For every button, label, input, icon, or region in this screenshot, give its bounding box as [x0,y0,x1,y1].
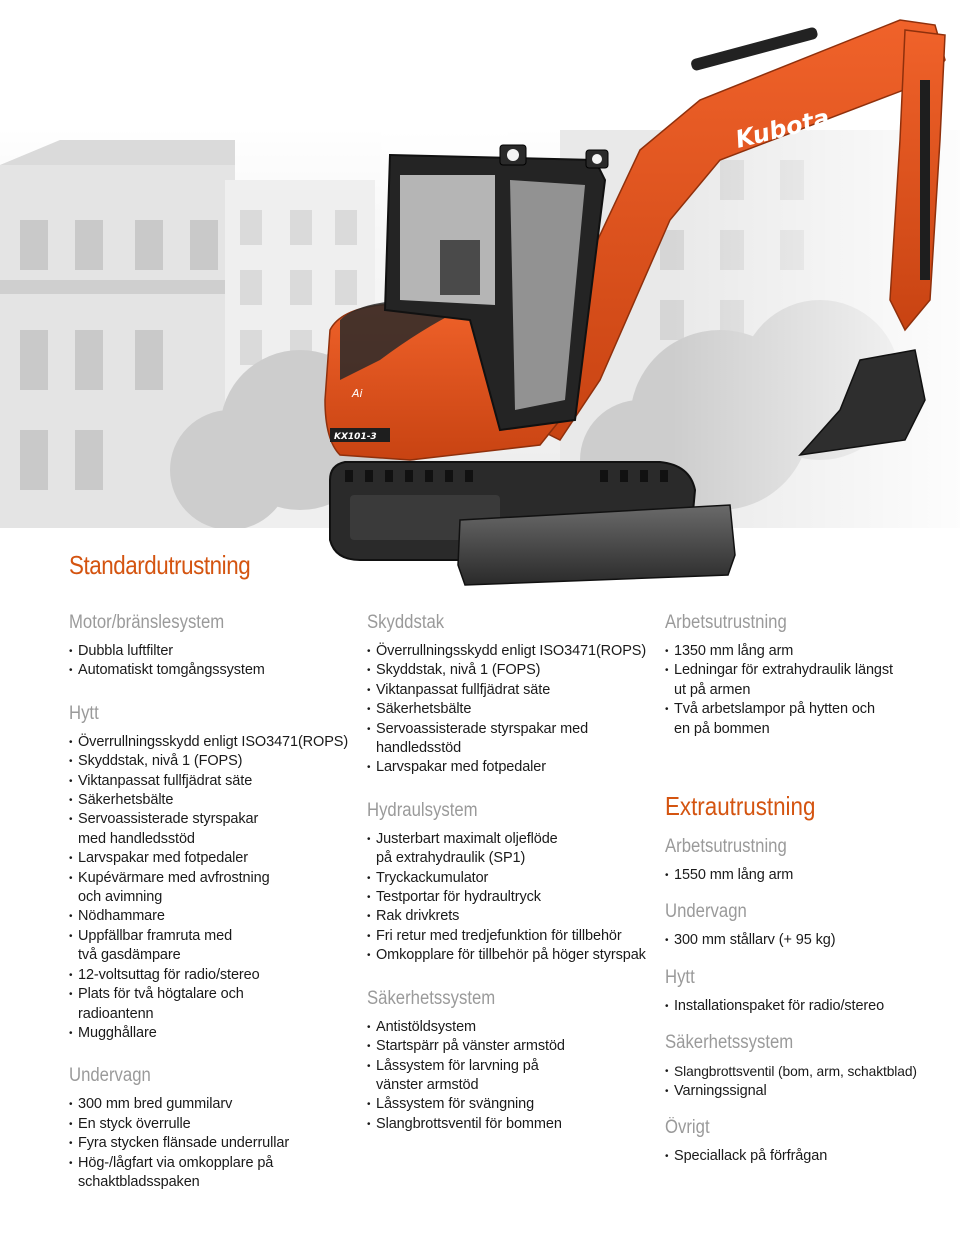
section-heading-extra-undervagn: Undervagn [665,901,747,923]
list-item: • 12-voltsuttag för radio/stereo [69,966,359,985]
list-item: • 300 mm stållarv (+ 95 kg) [665,931,955,950]
list-item: • Nödhammare [69,907,359,926]
list-item: • 1550 mm lång arm [665,866,955,885]
list-item: • Låssystem för svängning [367,1095,657,1114]
list-item: • Servoassisterade styrspakar med handledsstöd [69,810,359,849]
page-title: Standardutrustning [69,550,251,580]
list-item: • 1350 mm lång arm [665,642,955,661]
list-item: • Varningssignal [665,1082,955,1101]
list-item: • Skyddstak, nivå 1 (FOPS) [367,661,657,680]
section-heading-hytt: Hytt [69,702,99,724]
list-item: • Omkopplare för tillbehör på höger styrspak [367,946,657,965]
list-item: • Dubbla luftfilter [69,642,359,661]
list-item: • Säkerhetsbälte [69,791,359,810]
list-item: • Viktanpassat fullfjädrat säte [367,681,657,700]
list-hydraulsystem [367,830,657,966]
list-item: • Speciallack på förfrågan [665,1147,955,1166]
list-item: • Låssystem för larvning på vänster armstöd [367,1057,657,1096]
list-item: • Hög-/lågfart via omkopplare på schaktbladsspaken [69,1154,359,1193]
list-item: • Larvspakar med fotpedaler [69,849,359,868]
list-item: • Automatiskt tomgångssystem [69,661,359,680]
list-skyddstak [367,642,657,778]
section-heading-undervagn: Undervagn [69,1065,151,1087]
list-extra-ovrigt [665,1147,955,1166]
list-extra-undervagn [665,931,955,950]
list-arbetsutrustning [665,642,955,739]
section-heading-extra-sakerhetssystem: Säkerhetssystem [665,1032,794,1054]
section-heading-extra-hytt: Hytt [665,966,695,988]
list-item: • Överrullningsskydd enligt ISO3471(ROPS) [69,733,359,752]
extra-equipment-title: Extrautrustning [665,791,816,822]
section-heading-motor: Motor/bränslesystem [69,612,225,633]
list-extra-sakerhetssystem [665,1062,955,1101]
hero-image [0,0,960,590]
list-item: • Tryckackumulator [367,869,657,888]
list-item: • Slangbrottsventil (bom, arm, schaktblad) [665,1062,955,1081]
list-item: • Fyra stycken flänsade underrullar [69,1134,359,1153]
list-extra-hytt [665,997,955,1016]
section-heading-arbetsutrustning: Arbetsutrustning [665,612,787,633]
list-item: • Startspärr på vänster armstöd [367,1037,657,1056]
list-item: • Överrullningsskydd enligt ISO3471(ROPS) [367,642,657,661]
list-item: • Justerbart maximalt oljeflöde på extrahydraulik (SP1) [367,830,657,869]
column-1 [69,612,359,1214]
list-item: • Testportar för hydraultryck [367,888,657,907]
list-item: • Skyddstak, nivå 1 (FOPS) [69,752,359,771]
list-extra-arbetsutrustning [665,866,955,885]
list-item: • Säkerhetsbälte [367,700,657,719]
section-heading-hydraulsystem: Hydraulsystem [367,799,478,821]
list-hytt [69,733,359,1044]
list-item: • Larvspakar med fotpedaler [367,758,657,777]
model-decal: KX101-3 [334,432,377,442]
list-undervagn [69,1095,359,1192]
section-heading-sakerhetssystem: Säkerhetssystem [367,987,496,1009]
brand-decal: Kubota [732,103,833,154]
section-heading-extra-arbetsutrustning: Arbetsutrustning [665,836,787,858]
list-item: • Uppfällbar framruta med två gasdämpare [69,927,359,966]
section-heading-skyddstak: Skyddstak [367,612,445,633]
list-item: • Fri retur med tredjefunktion för tillbehör [367,927,657,946]
list-item: • Ledningar för extrahydraulik längst ut på armen [665,661,955,700]
column-3 [665,612,955,1188]
column-2 [367,612,657,1156]
list-item: • Slangbrottsventil för bommen [367,1115,657,1134]
list-item: • Kupévärmare med avfrostning och avimning [69,869,359,908]
list-item: • Installationspaket för radio/stereo [665,997,955,1016]
list-item: • Plats för två högtalare och radioantenn [69,985,359,1024]
list-item: • Mugghållare [69,1024,359,1043]
list-item: • 300 mm bred gummilarv [69,1095,359,1114]
list-item: • Antistöldsystem [367,1018,657,1037]
list-item: • Två arbetslampor på hytten och en på bommen [665,700,955,739]
list-sakerhetssystem [367,1018,657,1134]
list-item: • Rak drivkrets [367,907,657,926]
list-motor [69,642,359,681]
badge-decal: Ai [352,387,363,400]
list-item: • En styck överrulle [69,1115,359,1134]
list-item: • Servoassisterade styrspakar med handledsstöd [367,720,657,759]
section-heading-extra-ovrigt: Övrigt [665,1117,710,1139]
list-item: • Viktanpassat fullfjädrat säte [69,772,359,791]
